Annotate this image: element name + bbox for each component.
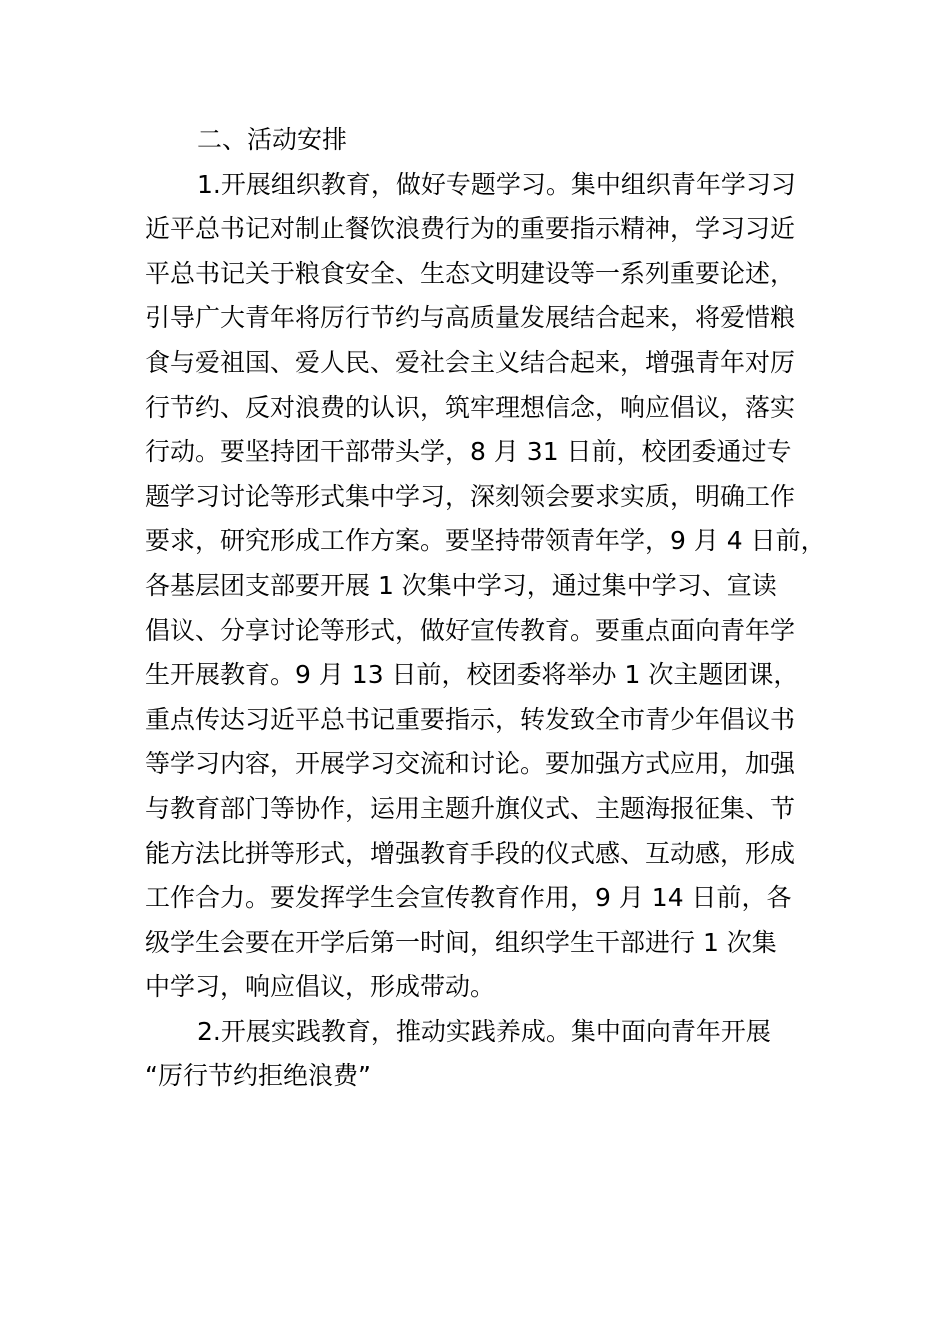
paragraph-1-line: 重点传达习近平总书记重要指示，转发致全市青少年倡议书 (145, 704, 796, 734)
paragraph-1-line: 食与爱祖国、爱人民、爱社会主义结合起来，增强青年对厉 (145, 347, 796, 377)
section-heading: 二、活动安排 (197, 125, 348, 154)
paragraph-2-line: “厉行节约拒绝浪费” (145, 1061, 371, 1091)
paragraph-1 (145, 163, 826, 1010)
paragraph-1-line: 级学生会要在开学后第一时间，组织学生干部进行 1 次集 (145, 927, 777, 957)
document-body (145, 118, 826, 1099)
paragraph-2 (145, 1010, 810, 1099)
paragraph-1-line: 平总书记关于粮食安全、生态文明建设等一系列重要论述， (145, 258, 796, 288)
paragraph-1-line: 中学习，响应倡议，形成带动。 (145, 972, 496, 1002)
paragraph-1-line: 题学习讨论等形式集中学习，深刻领会要求实质，明确工作 (145, 481, 796, 511)
paragraph-1-line: 生开展教育。9 月 13 日前，校团委将举办 1 次主题团课， (145, 660, 799, 690)
paragraph-1-line: 能方法比拼等形式，增强教育手段的仪式感、互动感，形成 (145, 838, 796, 868)
paragraph-1-line: 近平总书记对制止餐饮浪费行为的重要指示精神，学习习近 (145, 214, 796, 244)
paragraph-1-line: 引导广大青年将厉行节约与高质量发展结合起来，将爱惜粮 (145, 303, 796, 333)
paragraph-1-line: 等学习内容，开展学习交流和讨论。要加强方式应用，加强 (145, 749, 796, 779)
paragraph-1-line: 行动。要坚持团干部带头学，8 月 31 日前，校团委通过专 (145, 437, 792, 467)
paragraph-1-line: 与教育部门等协作，运用主题升旗仪式、主题海报征集、节 (145, 793, 796, 823)
paragraph-1-line: 1.开展组织教育，做好专题学习。集中组织青年学习习 (197, 169, 796, 199)
paragraph-1-line: 各基层团支部要开展 1 次集中学习，通过集中学习、宣读 (145, 570, 777, 600)
paragraph-1-line: 行节约、反对浪费的认识，筑牢理想信念，响应倡议，落实 (145, 392, 796, 422)
paragraph-1-line: 工作合力。要发挥学生会宣传教育作用，9 月 14 日前，各 (145, 883, 792, 913)
paragraph-1-line: 要求，研究形成工作方案。要坚持带领青年学，9 月 4 日前， (145, 526, 826, 556)
paragraph-2-line: 2.开展实践教育，推动实践养成。集中面向青年开展 (197, 1016, 771, 1046)
paragraph-1-line: 倡议、分享讨论等形式，做好宣传教育。要重点面向青年学 (145, 615, 796, 645)
